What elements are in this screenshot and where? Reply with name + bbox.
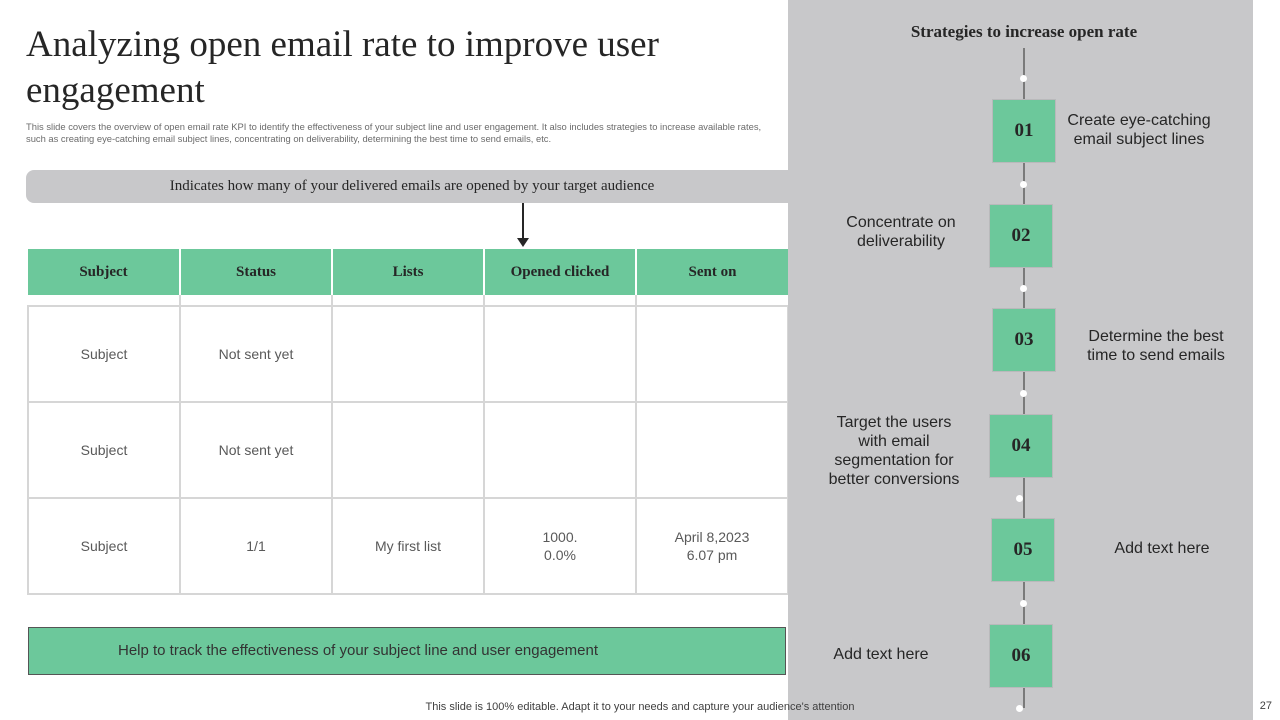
step-text-04: Target the users with email segmentation for better conversions: [828, 414, 960, 488]
header-status: Status: [180, 249, 332, 295]
cell-opened-clicked: [484, 402, 636, 498]
cell-lists: My first list: [332, 498, 484, 594]
down-arrow-line: [522, 203, 524, 241]
header-lists: Lists: [332, 249, 484, 295]
header-gap-row: [28, 295, 788, 306]
table-row: [28, 402, 788, 498]
gap-cell: [636, 295, 788, 306]
step-text-06: Add text here: [833, 646, 929, 663]
slide-title: Analyzing open email rate to improve user engagement: [26, 24, 659, 111]
cell-sent-on: April 8,2023 6.07 pm: [636, 498, 788, 594]
timeline-dot: [1020, 285, 1027, 292]
editable-note: This slide is 100% editable. Adapt it to your needs and capture your audience's attention: [425, 701, 855, 713]
definition-banner-text: Indicates how many of your delivered emails are opened by your target audience: [169, 178, 655, 194]
step-box-05: 05: [991, 518, 1055, 582]
header-opened-clicked: Opened clicked: [484, 249, 636, 295]
gap-cell: [332, 295, 484, 306]
cell-sent-on: [636, 306, 788, 402]
cell-status: Not sent yet: [180, 402, 332, 498]
down-arrow-icon: [517, 238, 529, 247]
gap-cell: [28, 295, 180, 306]
step-box-06: 06: [989, 624, 1053, 688]
timeline-dot: [1020, 390, 1027, 397]
page-number: 27: [1259, 700, 1272, 712]
strategies-title: Strategies to increase open rate: [910, 22, 1138, 41]
timeline-dot: [1016, 495, 1023, 502]
timeline-dot: [1020, 181, 1027, 188]
slide-description: This slide covers the overview of open email rate KPI to identify the effectiveness of your subject line and user engagement. It also includes strategies to increase available rates, such as creating eye-catching email subject lines, concentrating on deliverability, determining the best time to send emails, etc.: [26, 121, 762, 144]
table-header-row: [28, 249, 788, 295]
step-box-04: 04: [989, 414, 1053, 478]
header-subject: Subject: [28, 249, 180, 295]
cell-lists: [332, 306, 484, 402]
timeline-dot: [1016, 705, 1023, 712]
step-box-03: 03: [992, 308, 1056, 372]
cell-subject: Subject: [28, 498, 180, 594]
step-text-01: Create eye-catching email subject lines: [1067, 112, 1211, 148]
gap-cell: [484, 295, 636, 306]
cell-status: 1/1: [180, 498, 332, 594]
timeline-dot: [1020, 600, 1027, 607]
cell-sent-on: [636, 402, 788, 498]
cell-lists: [332, 402, 484, 498]
table-row: [28, 306, 788, 402]
step-box-01: 01: [992, 99, 1056, 163]
timeline-dot: [1020, 75, 1027, 82]
cell-opened-clicked: [484, 306, 636, 402]
table-row: [28, 498, 788, 594]
email-stats-table: [27, 249, 789, 595]
step-text-03: Determine the best time to send emails: [1087, 328, 1225, 364]
cell-opened-clicked: 1000. 0.0%: [484, 498, 636, 594]
cell-subject: Subject: [28, 402, 180, 498]
cell-status: Not sent yet: [180, 306, 332, 402]
header-sent-on: Sent on: [636, 249, 788, 295]
step-text-02: Concentrate on deliverability: [846, 214, 956, 250]
cell-subject: Subject: [28, 306, 180, 402]
step-text-05: Add text here: [1114, 540, 1210, 557]
summary-text: Help to track the effectiveness of your subject line and user engagement: [117, 642, 598, 659]
gap-cell: [180, 295, 332, 306]
step-box-02: 02: [989, 204, 1053, 268]
